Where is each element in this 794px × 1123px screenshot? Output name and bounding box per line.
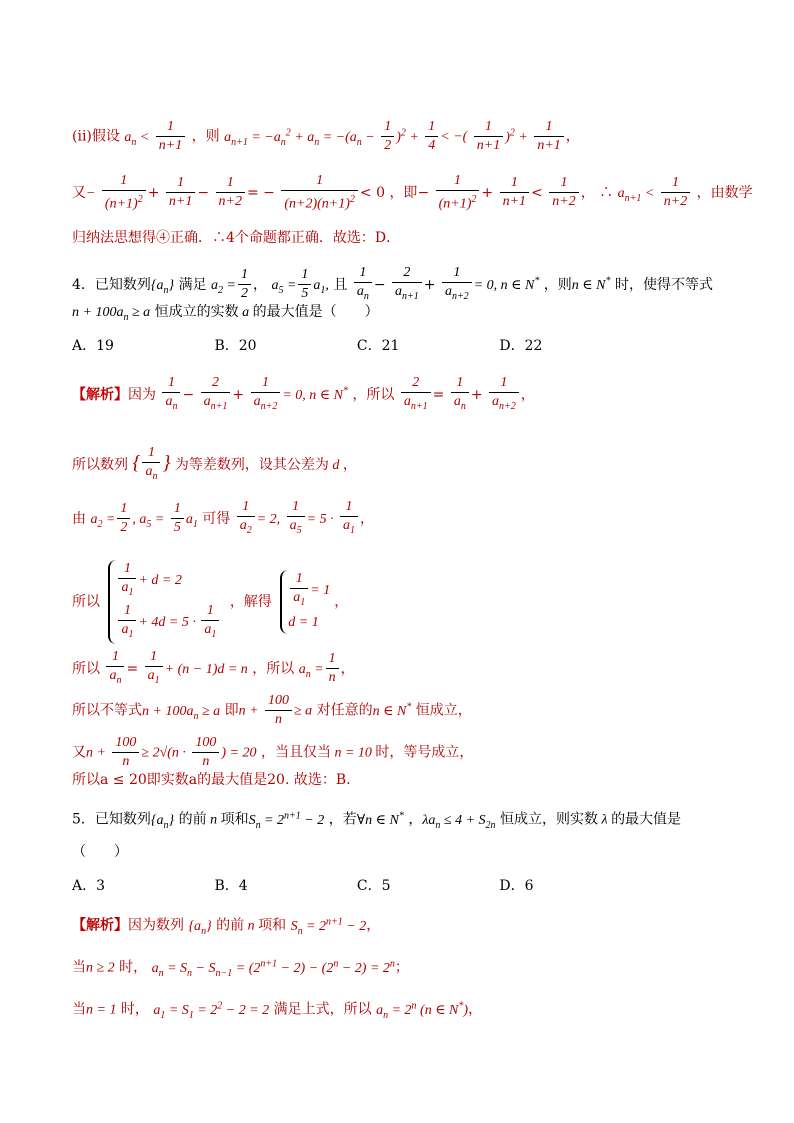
- q4-solution-line-7: 又n + $\frac{100}{n}$ ≥ 2√(n · $\frac{100}{n}$ ) = 20 ，当且仅当 n = 10 时，等号成立，: [72, 735, 474, 769]
- q5-option-c[interactable]: C．5: [356, 878, 391, 894]
- q4-solution-line-2: 所以数列 { $\frac{1}{a_n}$ } 为等差数列，设其公差为 d ，: [72, 445, 357, 482]
- q5-stem-line-1: 5．已知数列$\{a_n\}$ 的前 n 项和$S_n = 2^{n+1} - 2$ ，若∀n ∈ N* ，$\lambda a_n \le 4 + S_{2n}$ 恒成立，则实数 λ 的最大值是: [72, 810, 682, 831]
- q5-stem-line-2: （ ）: [72, 844, 128, 860]
- q5-solution-line-2: 当n ≥ 2 时， $a_n = S_n - S_{n-1} = (2^{n+1} - 2) - (2^n - 2) = 2^n$；: [72, 958, 409, 979]
- q5-option-a[interactable]: A．3: [72, 878, 106, 894]
- q4-solution-line-1: 【解析】因为 $\frac{1}{a_n}$ − $\frac{2}{a_{n+1}}$ + $\frac{1}{a_{n+2}}$ = 0, n ∈ N* ，所以 $\frac{2}{a_{n+1}}$ = $\frac{1}{a_n}$ + $\frac{1}{a_{n+2}}$ ，: [72, 375, 535, 412]
- q4-solution-line-3: 由 $a_2$ = $\frac{1}{2}$ , $a_5$ = $\frac{1}{5}$ $a_1$ 可得 $\frac{1}{a_2}$ = 2, $\frac{1}{a_5}$ = 5 · $\frac{1}{a_1}$ ，: [72, 499, 375, 536]
- q4-option-c[interactable]: C．21: [356, 338, 400, 354]
- q4-option-a[interactable]: A．19: [72, 338, 114, 354]
- q5-solution-line-3: 当n = 1 时， $a_1 = S_1 = 2^2 - 2 = 2$ 满足上式，所以 $a_n = 2^n$ (n ∈ N*)，: [72, 1000, 483, 1021]
- q5-option-d[interactable]: D．6: [499, 878, 534, 894]
- part2-line-1: (ii)假设 $a_n$ < $\frac{1}{n+1}$ ，则 $a_{n+1} = -a_n^2 + a_n = -(a_n$ − $\frac{1}{2}$ )$^2$ + $\frac{1}{4}$ < −( $\frac{1}{n+1}$ )$^2$ + $\frac{1}{n+1}$ ，: [72, 119, 580, 153]
- q4-solution-line-5: 所以 $\frac{1}{a_n}$ = $\frac{1}{a_1}$ + (n − 1)d = n ，所以 $a_n$ = $\frac{1}{n}$ ，: [72, 649, 355, 686]
- q5-solution-line-1: 【解析】因为数列 $\{a_n\}$ 的前 n 项和 $S_n = 2^{n+1} - 2$，: [72, 916, 381, 937]
- q4-stem-line-2: $n + 100a_n \ge a$ 恒成立的实数 a 的最大值是（ ）: [72, 304, 379, 323]
- q5-option-b[interactable]: B．4: [214, 878, 248, 894]
- q4-solution-line-8: 所以a ≤ 20即实数a的最大值是20. 故选：B.: [72, 772, 351, 788]
- q4-option-d[interactable]: D．22: [499, 338, 543, 354]
- part2-line-3: 归纳法思想得④正确．∴4个命题都正确．故选：D．: [72, 230, 401, 246]
- q4-solution-line-6: 所以不等式$n + 100a_n \ge a$ 即n + $\frac{100}{n}$ ≥ a 对任意的n ∈ N* 恒成立，: [72, 693, 472, 727]
- q5-options: [72, 876, 734, 896]
- q4-solution-line-4: 所以 $\frac{1}{a_1}$ + d = 2 $\frac{1}{a_1}$ + 4d = 5 · $\frac{1}{a_1}$ ，解得 $\frac{1}{a_1}$ = 1 d = 1 ，: [72, 560, 734, 644]
- part2-line-2: 又− $\frac{1}{(n+1)^2}$ + $\frac{1}{n+1}$ − $\frac{1}{n+2}$ = − $\frac{1}{(n+2)(n+1)^2}$ < 0 ，即− $\frac{1}{(n+1)^2}$ + $\frac{1}{n+1}$ < $\frac{1}{n+2}$ ， ∴ $a_{n+1}$ < $\frac{1}{n+2}$ ，由数学: [72, 173, 753, 212]
- q4-options: [72, 336, 734, 356]
- q4-solution-tag: 【解析】: [72, 386, 128, 403]
- q5-solution-tag: 【解析】: [72, 917, 128, 934]
- q4-stem-line-1: 4．已知数列$\{a_n\}$ 满足 $a_2$ = $\frac{1}{2}$ ， $a_5$ = $\frac{1}{5}$ $a_1$, 且 $\frac{1}{a_n}$ − $\frac{2}{a_{n+1}}$ + $\frac{1}{a_{n+2}}$ = 0, n ∈ N* ，则n ∈ N* 时，使得不等式: [72, 265, 713, 302]
- q4-option-b[interactable]: B．20: [214, 338, 257, 354]
